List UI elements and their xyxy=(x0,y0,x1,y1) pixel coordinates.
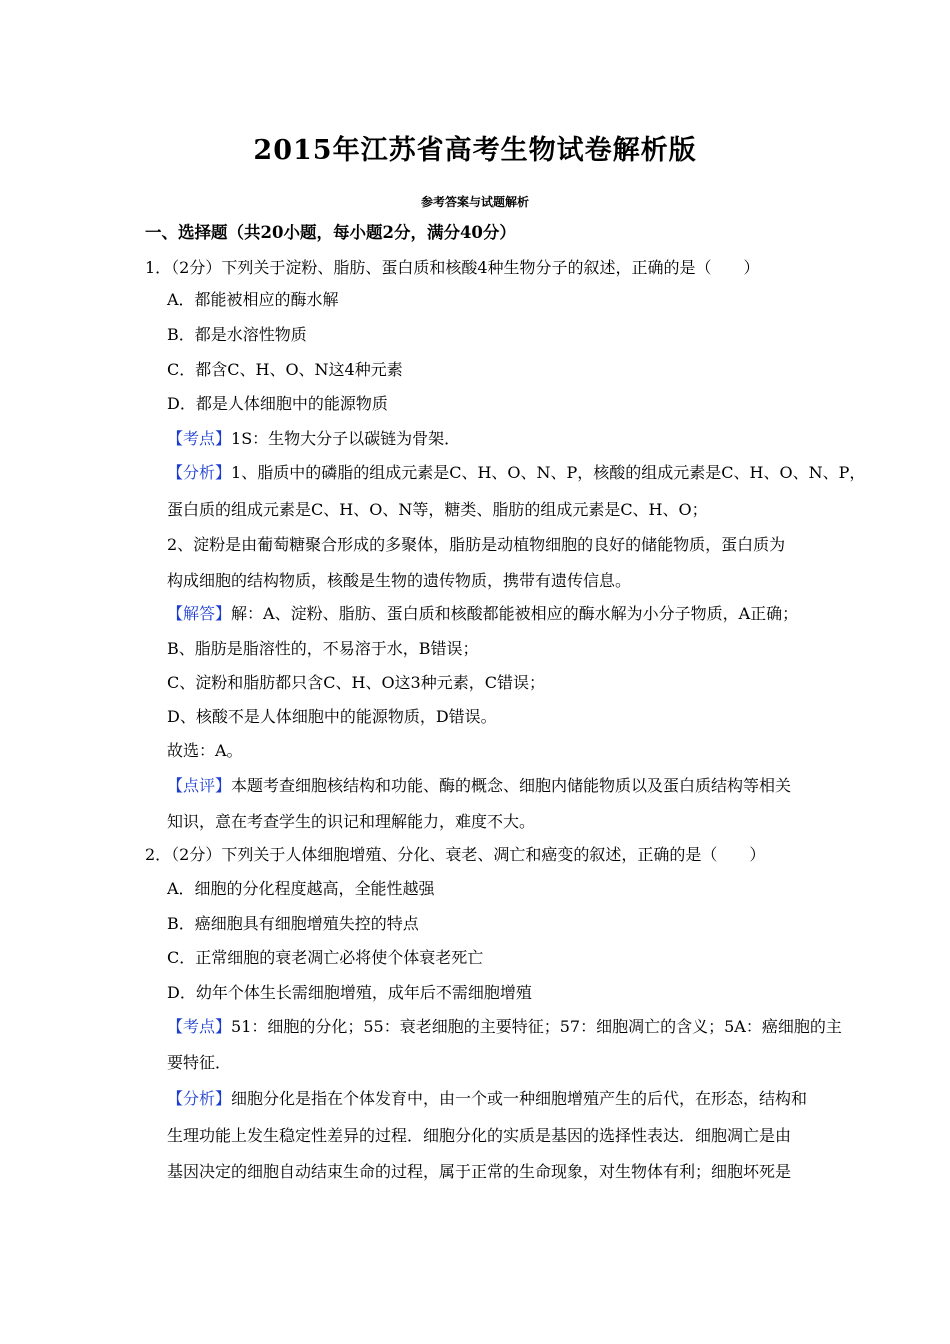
q2-fenxi-line-1: 细胞分化是指在个体发育中，由一个或一种细胞增殖产生的后代，在形态，结构和 xyxy=(231,1089,808,1108)
q2-option-d: D．幼年个体生长需细胞增殖，成年后不需细胞增殖 xyxy=(167,983,532,1002)
q1-jieda-line-5: 故选：A。 xyxy=(167,741,243,760)
q2-kaodian-line-1: 51：细胞的分化；55：衰老细胞的主要特征；57：细胞凋亡的含义；5A：癌细胞的主 xyxy=(231,1017,842,1036)
section-heading: 一、选择题（共20小题，每小题2分，满分40分） xyxy=(145,223,516,242)
q1-fenxi-line-4: 构成细胞的结构物质，核酸是生物的遗传物质，携带有遗传信息。 xyxy=(167,571,632,590)
q1-jieda-line-4: D、核酸不是人体细胞中的能源物质，D错误。 xyxy=(167,707,497,726)
q2-kaodian-line-2: 要特征． xyxy=(167,1053,232,1072)
q1-kaodian xyxy=(167,429,460,449)
q2-stem: 2．（2分）下列关于人体细胞增殖、分化、衰老、凋亡和癌变的叙述，正确的是（ ） xyxy=(145,845,766,864)
page-title: 2015年江苏省高考生物试卷解析版 xyxy=(253,135,697,166)
q2-fenxi xyxy=(167,1089,807,1109)
q1-option-c: C．都含C、H、O、N这4种元素 xyxy=(167,360,403,379)
q2-fenxi-line-3: 基因决定的细胞自动结束生命的过程，属于正常的生命现象，对生物体有利；细胞坏死是 xyxy=(167,1162,792,1181)
q1-dianping-tag: 【点评】 xyxy=(167,776,232,795)
q1-fenxi-line-3: 2、淀粉是由葡萄糖聚合形成的多聚体，脂肪是动植物细胞的良好的储能物质，蛋白质为 xyxy=(167,535,786,554)
q1-kaodian-text: 1S：生物大分子以碳链为骨架． xyxy=(231,429,461,448)
page-subtitle: 参考答案与试题解析 xyxy=(420,195,529,209)
q1-jieda xyxy=(167,604,798,624)
q2-option-a: A．细胞的分化程度越高，全能性越强 xyxy=(167,879,435,898)
q1-fenxi xyxy=(167,463,865,483)
q1-fenxi-tag: 【分析】 xyxy=(167,463,232,482)
q2-kaodian xyxy=(167,1017,842,1037)
q1-dianping-line-2: 知识，意在考查学生的识记和理解能力，难度不大。 xyxy=(167,812,536,831)
q2-fenxi-tag: 【分析】 xyxy=(167,1089,232,1108)
q1-kaodian-tag: 【考点】 xyxy=(167,429,232,448)
q1-fenxi-line-1: 1、脂质中的磷脂的组成元素是C、H、O、N、P，核酸的组成元素是C、H、O、N、P， xyxy=(231,463,866,482)
q1-stem: 1．（2分）下列关于淀粉、脂肪、蛋白质和核酸4种生物分子的叙述，正确的是（ ） xyxy=(145,258,760,277)
q2-kaodian-tag: 【考点】 xyxy=(167,1017,232,1036)
q2-fenxi-line-2: 生理功能上发生稳定性差异的过程．细胞分化的实质是基因的选择性表达．细胞凋亡是由 xyxy=(167,1126,792,1145)
q1-jieda-line-1: 解：A、淀粉、脂肪、蛋白质和核酸都能被相应的酶水解为小分子物质，A正确； xyxy=(231,604,799,623)
q1-jieda-line-3: C、淀粉和脂肪都只含C、H、O这3种元素，C错误； xyxy=(167,673,545,692)
q1-jieda-tag: 【解答】 xyxy=(167,604,232,623)
q1-option-a: A．都能被相应的酶水解 xyxy=(167,290,339,309)
q2-option-b: B．癌细胞具有细胞增殖失控的特点 xyxy=(167,914,419,933)
q1-option-b: B．都是水溶性物质 xyxy=(167,325,307,344)
q1-fenxi-line-2: 蛋白质的组成元素是C、H、O、N等，糖类、脂肪的组成元素是C、H、O； xyxy=(167,500,708,519)
q1-dianping xyxy=(167,776,791,796)
q1-dianping-line-1: 本题考查细胞核结构和功能、酶的概念、细胞内储能物质以及蛋白质结构等相关 xyxy=(231,776,792,795)
q1-option-d: D．都是人体细胞中的能源物质 xyxy=(167,394,388,413)
q1-jieda-line-2: B、脂肪是脂溶性的，不易溶于水，B错误； xyxy=(167,639,479,658)
q2-option-c: C．正常细胞的衰老凋亡必将使个体衰老死亡 xyxy=(167,948,484,967)
